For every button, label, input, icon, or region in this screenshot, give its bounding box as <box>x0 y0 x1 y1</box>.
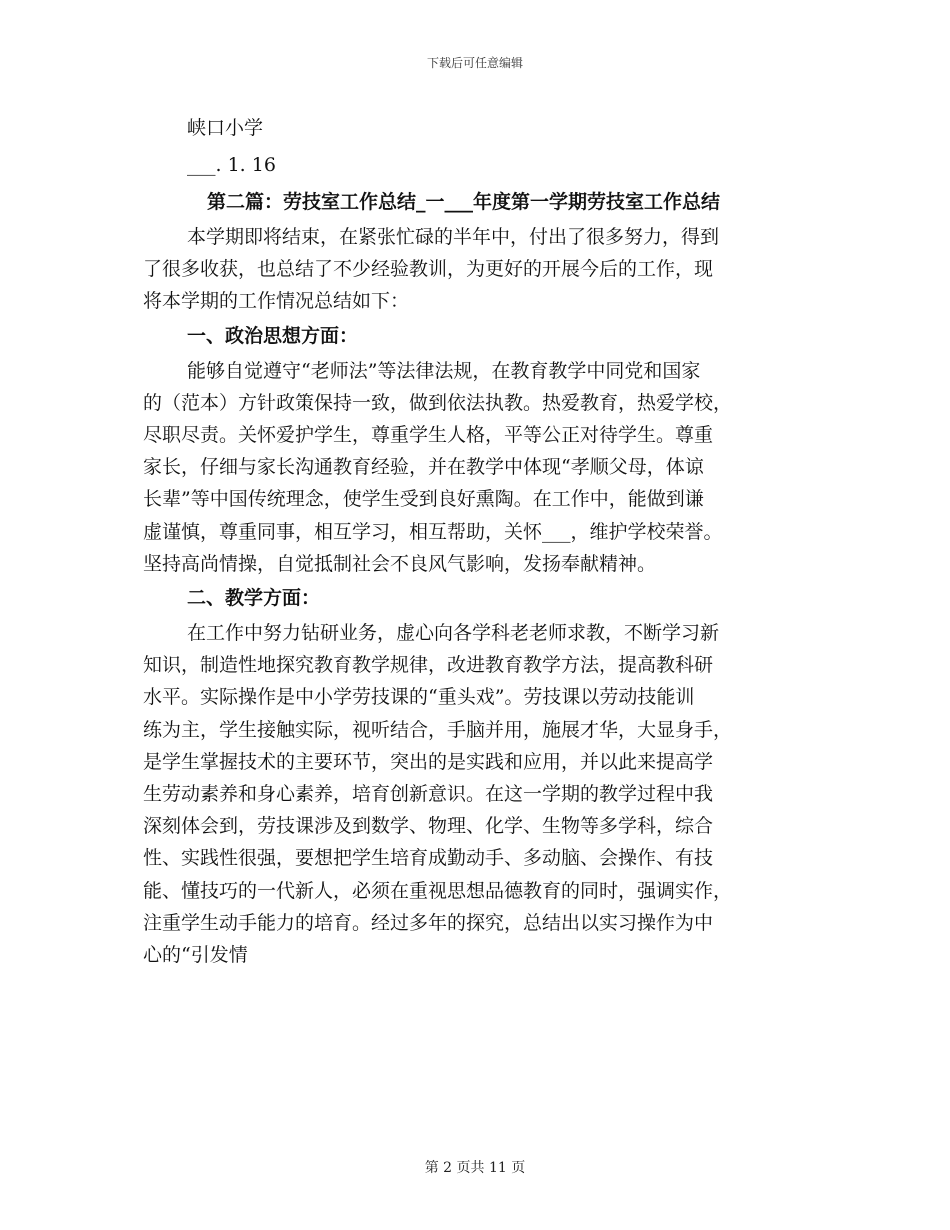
text-line: 心的“引发情 <box>143 944 248 967</box>
text-line: 长辈”等中国传统理念，使学生受到良好熏陶。在工作中，能做到谦 <box>143 488 704 511</box>
text-line: 练为主，学生接触实际，视听结合，手脑并用，施展才华，大显身手， <box>143 718 733 741</box>
text-line: 尽职尽责。关怀爱护学生，尊重学生人格，平等公正对待学生。尊重 <box>143 424 714 447</box>
text-line: 了很多收获，也总结了不少经验教训，为更好的开展今后的工作，现 <box>143 258 714 281</box>
teaching-paragraph <box>143 617 803 971</box>
text-line: 能够自觉遵守“老师法”等法律法规，在教育教学中同党和国家 <box>187 359 701 382</box>
text-line: 在工作中努力钻研业务，虚心向各学科老老师求教，不断学习新 <box>187 622 720 645</box>
text-line: 是学生掌握技术的主要环节，突出的是实践和应用，并以此来提高学 <box>143 750 714 773</box>
section-heading-teaching: 二、教学方面： <box>187 587 321 610</box>
intro-paragraph <box>143 221 803 318</box>
page-footer-number: 第 2 页共 11 页 <box>424 1160 526 1176</box>
text-line: 性、实践性很强，要想把学生培育成勤动手、多动脑、会操作、有技 <box>143 847 714 870</box>
text-line: 水平。实际操作是中小学劳技课的“重头戏”。劳技课以劳动技能训 <box>143 686 695 709</box>
text-line: 坚持高尚情操，自觉抵制社会不良风气影响，发扬奉献精神。 <box>143 552 657 575</box>
text-line: 的（范本）方针政策保持一致，做到依法执教。热爱教育，热爱学校， <box>143 391 733 414</box>
text-line: 注重学生动手能力的培育。经过多年的探究，总结出以实习操作为中 <box>143 911 714 934</box>
text-line: 知识，制造性地探究教育教学规律，改进教育教学方法，提高教科研 <box>143 654 714 677</box>
article-title: 第二篇：劳技室工作总结_一___年度第一学期劳技室工作总结 <box>207 191 721 213</box>
text-line: 生劳动素养和身心素养，培育创新意识。在这一学期的教学过程中我 <box>143 783 714 806</box>
school-name: 峡口小学 <box>187 117 264 139</box>
text-line: 虚谨慎，尊重同事，相互学习，相互帮助，关怀___，维护学校荣誉。 <box>143 520 723 543</box>
politics-paragraph <box>143 355 803 580</box>
text-line: 家长，仔细与家长沟通教育经验，并在教学中体现“孝顺父母，体谅 <box>143 456 704 479</box>
page-header-note: 下载后可任意编辑 <box>426 56 523 70</box>
document-date: ___. 1. 16 <box>187 154 276 176</box>
section-heading-politics: 一、政治思想方面： <box>187 324 359 347</box>
document-body <box>143 110 803 971</box>
text-line: 深刻体会到，劳技课涉及到数学、物理、化学、生物等多学科，综合 <box>143 815 714 838</box>
text-line: 将本学期的工作情况总结如下： <box>143 290 410 313</box>
text-line: 本学期即将结束，在紧张忙碌的半年中，付出了很多努力，得到 <box>187 226 720 248</box>
text-line: 能、懂技巧的一代新人，必须在重视思想品德教育的同时，强调实作， <box>143 879 733 902</box>
